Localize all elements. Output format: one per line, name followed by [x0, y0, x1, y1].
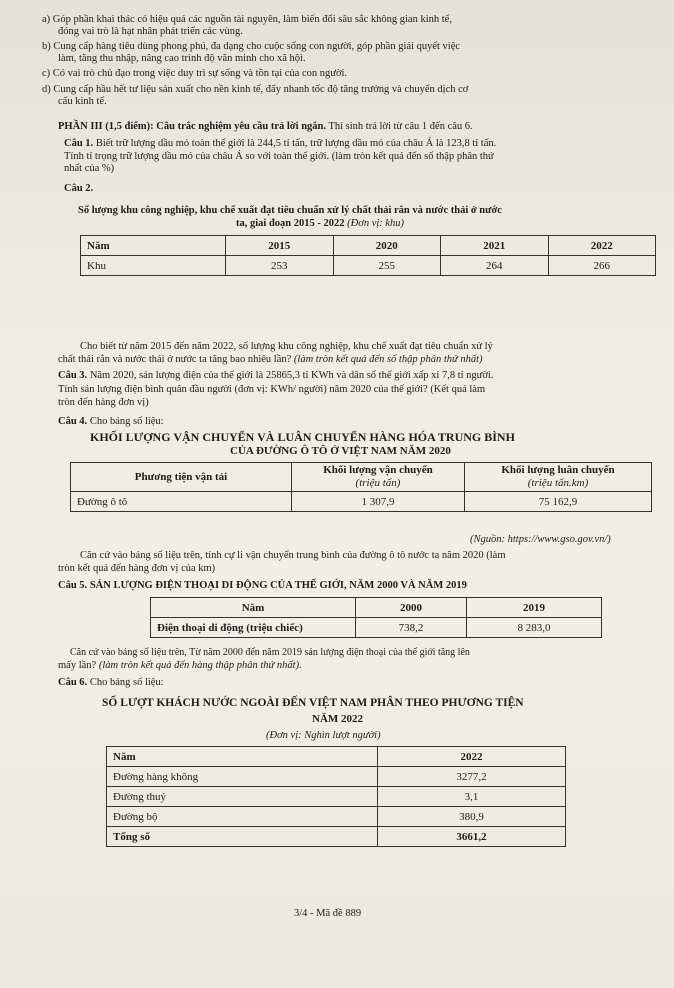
q5-value-2019: 8 283,0: [466, 618, 601, 638]
q6-table: [106, 746, 566, 847]
table-row: [107, 767, 566, 787]
q1-text1: Biết trữ lượng dầu mỏ toàn thế giới là 244,5 tỉ tấn, trữ lượng dầu mỏ của châu Á là 123,8 tỉ tấn.: [95, 138, 497, 149]
page-footer: 3/4 - Mã đề 889: [294, 908, 362, 919]
q5-header-2019: 2019: [466, 598, 601, 618]
q4-header-vehicle: Phương tiện vận tải: [71, 463, 292, 492]
q2-header-2022: 2022: [548, 236, 656, 256]
q1-label: Câu 1.: [64, 138, 94, 149]
q4-title-line2: CỦA ĐƯỜNG Ô TÔ Ở VIỆT NAM NĂM 2020: [230, 445, 451, 457]
table-row: [71, 463, 652, 492]
q6-intro-line: [58, 677, 164, 689]
q2-header-2015: 2015: [226, 236, 334, 256]
q2-header-2020: 2020: [333, 236, 441, 256]
part3-heading: [58, 121, 473, 133]
q4-value-transport: 1 307,9: [292, 492, 465, 512]
q2-value-2022: 266: [548, 256, 656, 276]
q2-value-2021: 264: [441, 256, 549, 276]
q6-intro: Cho bảng số liệu:: [89, 677, 164, 688]
q5-value-2000: 738,2: [356, 618, 467, 638]
q2-unit: (Đơn vị: khu): [347, 218, 405, 229]
q4-label: Câu 4.: [58, 416, 88, 427]
q5-row-label: Điện thoại di động (triệu chiếc): [151, 618, 356, 638]
q2-label: Câu 2.: [64, 183, 94, 194]
q4-header-transport-label: Khối lượng vận chuyển: [323, 464, 433, 476]
part3-heading-bold: PHẦN III (1,5 điểm): Câu trắc nghiệm yêu cầu trả lời ngắn.: [58, 121, 327, 132]
q4-intro: Cho bảng số liệu:: [89, 416, 164, 427]
q6-header-2022: 2022: [378, 747, 566, 767]
q5-text2: mấy lần?: [58, 660, 97, 671]
q2-value-2020: 255: [333, 256, 441, 276]
q6-row-label-road: Đường bộ: [107, 807, 378, 827]
table-row: [107, 787, 566, 807]
q6-title-line1: SỐ LƯỢT KHÁCH NƯỚC NGOÀI ĐẾN VIỆT NAM PHÂN THEO PHƯƠNG TIỆN: [102, 697, 524, 709]
q6-value-water: 3,1: [378, 787, 566, 807]
q6-header-year-label: Năm: [107, 747, 378, 767]
q3-label: Câu 3.: [58, 370, 88, 381]
option-b-line1: b) Cung cấp hàng tiêu dùng phong phú, đa dạng cho cuộc sống con người, góp phần giải quyết việc: [42, 41, 461, 52]
q2-row-label: Khu: [81, 256, 226, 276]
q4-source: (Nguồn: https://www.gso.gov.vn/): [470, 534, 611, 545]
q4-header-rotation-label: Khối lượng luân chuyển: [501, 464, 615, 476]
part3-heading-rest: Thí sinh trả lời từ câu 1 đến câu 6.: [328, 121, 473, 132]
q4-title-line1: KHỐI LƯỢNG VẬN CHUYỂN VÀ LUÂN CHUYỂN HÀNG HÓA TRUNG BÌNH: [90, 430, 515, 444]
q6-value-road: 380,9: [378, 807, 566, 827]
q2-value-2015: 253: [226, 256, 334, 276]
option-d-line2: cấu kinh tế.: [58, 96, 107, 107]
q5-note: (làm tròn kết quả đến hàng thập phân thứ nhất).: [98, 660, 302, 671]
q5-label: Câu 5.: [58, 580, 88, 591]
q6-row-label-total: Tổng số: [107, 827, 378, 847]
q2-title-line1: Số lượng khu công nghiệp, khu chế xuất đạt tiêu chuẩn xử lý chất thải rắn và nước thải ở nước: [78, 205, 502, 216]
table-row: [107, 807, 566, 827]
q4-header-rotation: [465, 463, 652, 492]
q4-intro-line: [58, 416, 164, 428]
q2-text-line2: [58, 354, 483, 366]
q6-title-line2: NĂM 2022: [312, 713, 364, 725]
q5-header-2000: 2000: [356, 598, 467, 618]
q4-row-label: Đường ô tô: [71, 492, 292, 512]
q5-table: [150, 597, 602, 638]
table-row: [107, 747, 566, 767]
option-a-line2: đóng vai trò là hạt nhân phát triển các vùng.: [58, 26, 243, 37]
q5-text-line2: [58, 660, 302, 672]
table-row: [107, 827, 566, 847]
q3-text1: Năm 2020, sản lượng điện của thế giới là 25865,3 tỉ KWh và dân số thế giới xấp xỉ 7,8 tỉ người.: [89, 370, 494, 381]
q4-header-rotation-unit: (triệu tấn.km): [527, 477, 589, 489]
q5-header-year-label: Năm: [151, 598, 356, 618]
q6-row-label-air: Đường hàng không: [107, 767, 378, 787]
table-row: [151, 618, 602, 638]
option-a-line1: a) Góp phần khai thác có hiệu quả các nguồn tài nguyên, làm biến đổi sâu sắc không gian kinh tế,: [42, 14, 452, 25]
table-row: [81, 236, 656, 256]
q2-text2: chất thải rắn và nước thải ở nước ta tăng bao nhiêu lần?: [58, 354, 292, 365]
q4-header-transport: [292, 463, 465, 492]
q4-text-line2: tròn kết quả đến hàng đơn vị của km): [58, 563, 216, 574]
option-c: c) Có vai trò chủ đạo trong việc duy trì sự sống và tồn tại của con người.: [42, 68, 348, 79]
table-row: [81, 256, 656, 276]
q3-line1: [58, 370, 493, 382]
q2-text-line1: Cho biết từ năm 2015 đến năm 2022, số lượng khu công nghiệp, khu chế xuất đạt tiêu chuẩn xử lý: [80, 341, 493, 352]
q3-line3: tròn đến hàng đơn vị): [58, 397, 149, 408]
q2-header-2021: 2021: [441, 236, 549, 256]
q2-title-line2: [236, 218, 404, 230]
q4-header-transport-unit: (triệu tấn): [355, 477, 401, 489]
option-d-line1: d) Cung cấp hầu hết tư liệu sản xuất cho nền kinh tế, đẩy nhanh tốc độ tăng trưởng và chuyển dịch cơ: [42, 84, 469, 95]
table-row: [71, 492, 652, 512]
q2-header-year-label: Năm: [81, 236, 226, 256]
q5-title: SẢN LƯỢNG ĐIỆN THOẠI DI ĐỘNG CỦA THẾ GIỚI, NĂM 2000 VÀ NĂM 2019: [89, 580, 467, 591]
q5-title-line: [58, 580, 467, 592]
q6-label: Câu 6.: [58, 677, 88, 688]
q2-note: (làm tròn kết quả đến số thập phân thứ nhất): [293, 354, 483, 365]
q4-table: [70, 462, 652, 512]
q2-title-text: ta, giai đoạn 2015 - 2022: [236, 218, 345, 229]
q2-table: [80, 235, 656, 276]
table-row: [151, 598, 602, 618]
q6-unit: (Đơn vị: Nghìn lượt người): [266, 730, 381, 741]
q6-row-label-water: Đường thuỷ: [107, 787, 378, 807]
q1-line2: Tính tỉ trọng trữ lượng dầu mỏ của châu Á so với toàn thế giới. (làm tròn kết quả đến số thập phân thứ: [64, 151, 494, 162]
q6-value-air: 3277,2: [378, 767, 566, 787]
q6-value-total: 3661,2: [378, 827, 566, 847]
q4-value-rotation: 75 162,9: [465, 492, 652, 512]
q5-text-line1: Căn cứ vào bảng số liệu trên, Từ năm 2000 đến năm 2019 sản lượng điện thoại của thế giới tăng lên: [70, 647, 470, 658]
q1-line1: [64, 138, 496, 150]
option-b-line2: làm, tăng thu nhập, nâng cao trình độ văn minh cho xã hội.: [58, 53, 306, 64]
q4-text-line1: Căn cứ vào bảng số liệu trên, tính cự li vận chuyển trung bình của đường ô tô nước ta năm 2020 (làm: [80, 550, 506, 561]
q3-line2: Tính sản lượng điện bình quân đầu người (đơn vị: KWh/ người) năm 2020 của thế giới? (Kết quả làm: [58, 384, 486, 395]
q1-line3: nhất của %): [64, 163, 115, 174]
